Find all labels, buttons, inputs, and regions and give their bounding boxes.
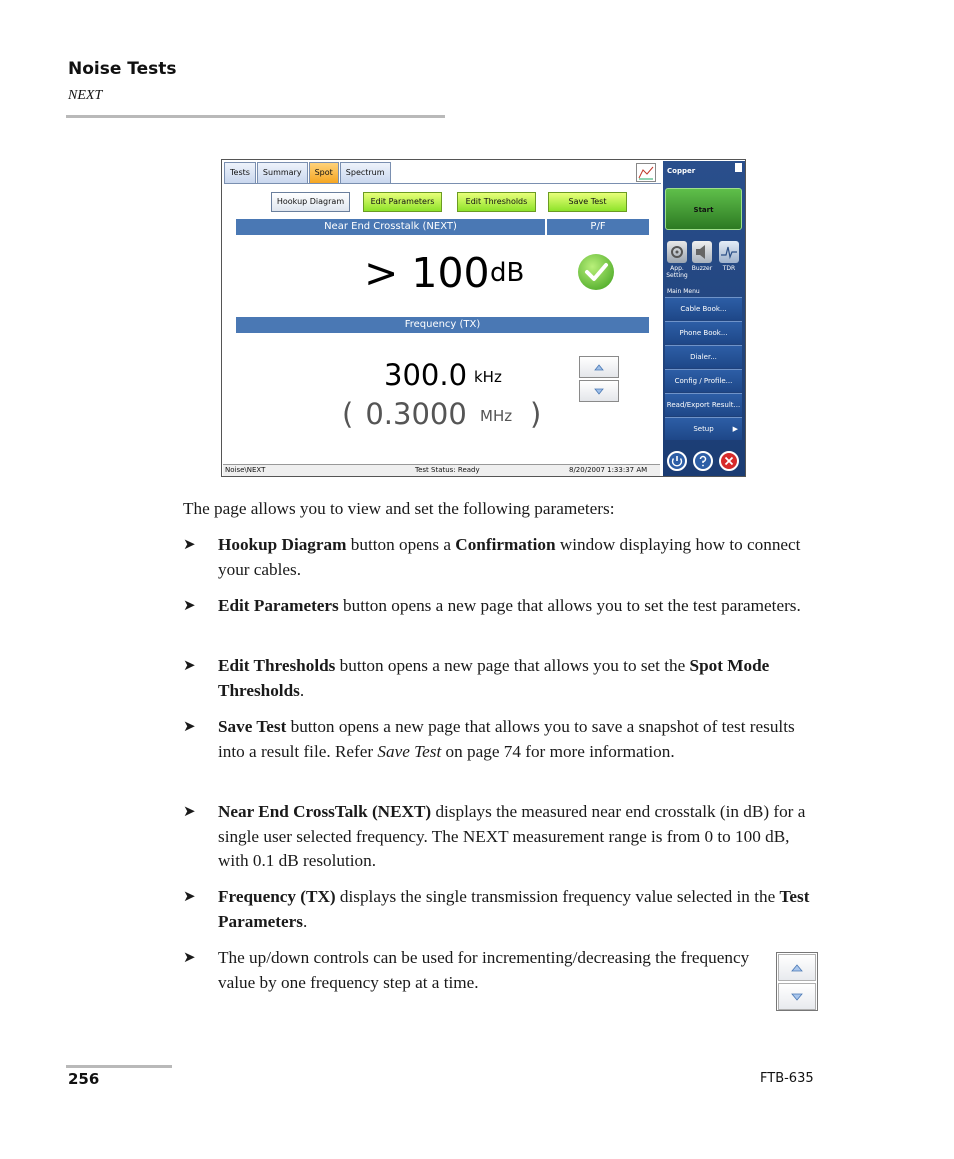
- bullet-marker: ➤: [183, 537, 196, 553]
- bullet-text: button opens a new page that allows you to set the test parameters.: [338, 596, 801, 615]
- product-model: FTB-635: [760, 1071, 814, 1086]
- bullet-bold: Near End CrossTalk (NEXT): [218, 802, 432, 821]
- next-value: > 100: [364, 249, 490, 297]
- arrow-down-icon: [791, 993, 803, 1001]
- help-icon[interactable]: [693, 451, 713, 471]
- menu-config-profile[interactable]: Config / Profile...: [665, 369, 742, 392]
- arrow-up-icon: [594, 364, 604, 371]
- open-paren: (: [342, 397, 354, 431]
- bullet-marker: ➤: [183, 598, 196, 614]
- tab-divider: [224, 183, 661, 184]
- status-path: Noise\NEXT: [225, 466, 266, 474]
- bullet-text: button opens a: [346, 535, 456, 554]
- bullet-bold: Frequency (TX): [218, 887, 336, 906]
- chevron-right-icon: ▶: [732, 425, 738, 433]
- bullet-marker: ➤: [183, 658, 196, 674]
- menu-phone-book[interactable]: Phone Book...: [665, 321, 742, 344]
- app-setting-icon[interactable]: [667, 241, 687, 263]
- status-test: Test Status: Ready: [415, 466, 480, 474]
- bullet-text: The up/down controls can be used for incrementing/decreasing the frequency value by one frequency step at a time.: [218, 948, 750, 992]
- up-down-control-illustration: [776, 952, 818, 1011]
- tab-spectrum[interactable]: Spectrum: [340, 162, 391, 183]
- bullet-text-2: .: [302, 911, 308, 931]
- bullet-text: displays the single transmission frequency value selected in the: [335, 887, 780, 906]
- bullet-text-2: .: [299, 680, 305, 700]
- down-arrow-button: [778, 983, 816, 1010]
- menu-setup-label: Setup: [693, 425, 714, 433]
- app-setting-label: App. Setting: [666, 265, 688, 279]
- next-header: Near End Crosstalk (NEXT): [236, 219, 545, 235]
- arrow-up-icon: [791, 964, 803, 972]
- panel-title: Copper: [667, 167, 696, 175]
- tab-spot[interactable]: Spot: [309, 162, 339, 183]
- close-paren: ): [530, 397, 542, 431]
- close-icon[interactable]: [719, 451, 739, 471]
- frequency-header: Frequency (TX): [236, 317, 649, 333]
- pf-header: P/F: [547, 219, 649, 235]
- bullet-bold: Edit Parameters: [218, 596, 339, 615]
- menu-cable-book[interactable]: Cable Book...: [665, 297, 742, 320]
- tab-tests[interactable]: Tests: [224, 162, 256, 183]
- menu-setup[interactable]: [665, 417, 742, 440]
- edit-thresholds-button[interactable]: Edit Thresholds: [457, 192, 536, 212]
- bullet-text-2: on page 74 for more information.: [441, 741, 675, 761]
- bullet-bold-2: Spot Mode Thresholds: [218, 656, 770, 700]
- edit-parameters-button[interactable]: Edit Parameters: [363, 192, 442, 212]
- section-subtitle: NEXT: [68, 88, 103, 103]
- document-icon[interactable]: [735, 163, 742, 172]
- spot-test-screenshot: [221, 159, 746, 477]
- right-panel: [663, 161, 745, 476]
- mhz-number: 0.3000: [365, 397, 467, 431]
- bullet-marker: ➤: [183, 889, 196, 905]
- header-rule: [66, 115, 445, 118]
- frequency-down-button[interactable]: [579, 380, 619, 402]
- intro-text: The page allows you to view and set the following parameters:: [183, 499, 615, 518]
- start-button[interactable]: Start: [665, 188, 742, 230]
- tdr-label: TDR: [722, 265, 736, 272]
- main-menu-label: Main Menu: [667, 288, 700, 295]
- bullet-marker: ➤: [183, 719, 196, 735]
- bullet-text: displays the measured near end crosstalk (in dB) for a single user selected frequency. The NEXT measurement range is from 0 to 100 dB, with 0.1 dB resolution.: [218, 802, 806, 870]
- next-unit: dB: [490, 258, 525, 288]
- frequency-mhz-unit: MHz: [480, 407, 513, 425]
- bullet-bold: Edit Thresholds: [218, 656, 336, 675]
- status-datetime: 8/20/2007 1:33:37 AM: [569, 466, 648, 474]
- page-number: 256: [68, 1070, 100, 1088]
- frequency-value: 300.0: [384, 358, 468, 392]
- bullet-bold: Hookup Diagram: [218, 535, 347, 554]
- status-bar: [223, 464, 660, 476]
- bullet-marker: ➤: [183, 804, 196, 820]
- bullet-bold-2: Test Parameters: [218, 887, 810, 931]
- frequency-up-button[interactable]: [579, 356, 619, 378]
- tdr-icon[interactable]: [719, 241, 739, 263]
- frequency-unit: kHz: [474, 368, 502, 386]
- up-arrow-button: [778, 954, 816, 981]
- footer-rule: [66, 1065, 172, 1068]
- bullet-text: button opens a new page that allows you to save a snapshot of test results into a result file. Refer: [218, 717, 795, 761]
- menu-dialer[interactable]: Dialer...: [665, 345, 742, 368]
- bullet-text-2: window displaying how to connect your cables.: [218, 535, 801, 579]
- bullet-marker: ➤: [183, 950, 196, 966]
- buzzer-icon[interactable]: [692, 241, 712, 263]
- graph-icon[interactable]: [636, 163, 656, 182]
- frequency-mhz-value: [342, 396, 467, 432]
- buzzer-label: Buzzer: [691, 265, 713, 272]
- menu-read-export[interactable]: Read/Export Result...: [665, 393, 742, 416]
- tab-summary[interactable]: Summary: [257, 162, 308, 183]
- save-test-button[interactable]: Save Test: [548, 192, 627, 212]
- bullet-bold: Save Test: [218, 717, 287, 736]
- bullet-bold-2: Confirmation: [455, 535, 556, 554]
- save-test-link[interactable]: Save Test: [377, 741, 442, 761]
- power-icon[interactable]: [667, 451, 687, 471]
- pass-check-icon: [578, 254, 614, 290]
- arrow-down-icon: [594, 388, 604, 395]
- section-title: Noise Tests: [68, 59, 177, 79]
- bullet-text: button opens a new page that allows you to set the: [335, 656, 690, 675]
- tab-bar: [224, 162, 392, 183]
- hookup-diagram-button[interactable]: Hookup Diagram: [271, 192, 350, 212]
